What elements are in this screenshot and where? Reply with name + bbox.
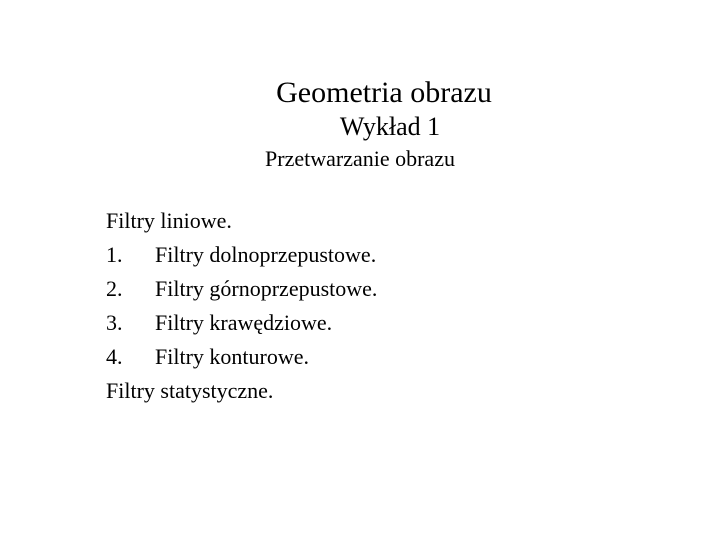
list-outro: Filtry statystyczne.	[106, 378, 274, 403]
list-item	[106, 340, 377, 374]
list-item-text: Filtry konturowe.	[155, 344, 309, 369]
list-item-number: 2.	[106, 276, 123, 301]
list-item	[106, 306, 377, 340]
list-intro: Filtry liniowe.	[106, 208, 232, 233]
slide-topic: Przetwarzanie obrazu	[265, 146, 455, 171]
list-item-number: 3.	[106, 310, 123, 335]
list-item-text: Filtry krawędziowe.	[155, 310, 333, 335]
list-item	[106, 272, 377, 306]
list-item-number: 1.	[106, 242, 123, 267]
list-item-number: 4.	[106, 344, 123, 369]
list-item-text: Filtry górnoprzepustowe.	[155, 276, 378, 301]
slide-title: Geometria obrazu	[276, 76, 492, 109]
list-item	[106, 238, 377, 272]
list-item-text: Filtry dolnoprzepustowe.	[155, 242, 377, 267]
slide-subtitle: Wykład 1	[339, 112, 441, 141]
content-list	[106, 204, 377, 408]
